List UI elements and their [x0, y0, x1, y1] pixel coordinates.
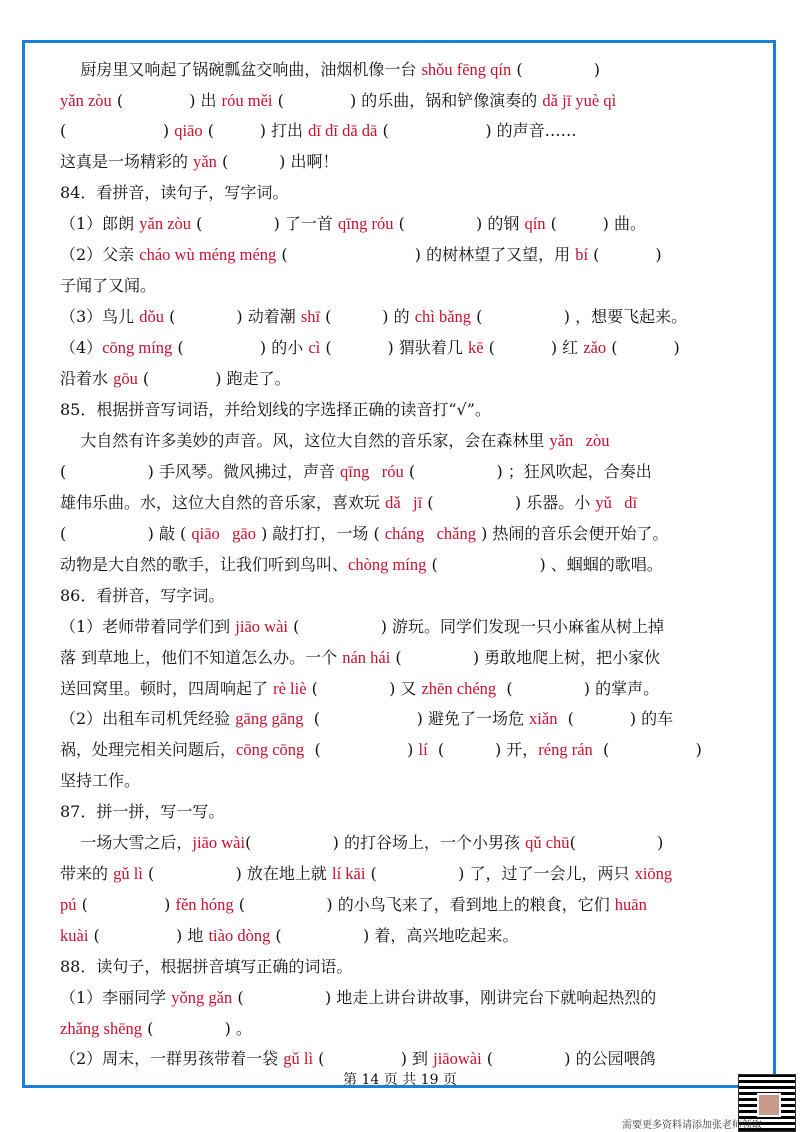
text-segment: ) 热闹的音乐会便开始了。 — [476, 524, 669, 543]
text-segment: ( ) 跑走了。 — [137, 369, 291, 388]
text-segment: ( ) 的打谷场上，一个小男孩 — [245, 833, 526, 852]
pinyin: qiāo — [174, 121, 203, 140]
text-segment: ( ) 的车 — [557, 709, 674, 728]
text-line — [60, 59, 750, 81]
text-segment: ( ) 的钢 — [393, 214, 525, 233]
text-segment: ( ) — [588, 245, 662, 264]
text-segment: ( ) 、蝈蝈的歌唱。 — [426, 555, 663, 574]
text-line — [60, 863, 750, 885]
text-segment: 85．根据拼音写词语，并给划线的字选择正确的读音打“√”。 — [60, 400, 491, 419]
pinyin: dǒu — [139, 307, 165, 326]
pinyin: qīng róu — [340, 462, 404, 481]
text-segment: 祸，处理完相关问题后， — [60, 740, 237, 759]
text-segment: ( ) — [304, 740, 419, 759]
text-line — [60, 770, 750, 792]
text-line — [60, 956, 750, 978]
text-segment: ( ) 敲 ( — [60, 524, 192, 543]
text-line — [60, 244, 750, 266]
pinyin: fěn hóng — [175, 895, 234, 914]
text-line — [60, 461, 750, 483]
text-line — [60, 801, 750, 823]
text-line — [60, 554, 750, 576]
text-segment: 厨房里又响起了锅碗瓢盆交响曲，油烟机像一台 — [60, 60, 422, 79]
text-segment: ( ) 开， — [427, 740, 539, 759]
pinyin: yǎn zòu — [139, 214, 192, 233]
text-line — [60, 925, 750, 947]
text-segment: ( ) 乐器。小 — [422, 493, 596, 512]
text-segment: ( ) 曲。 — [545, 214, 646, 233]
text-line — [60, 306, 750, 328]
text-line — [60, 708, 750, 730]
text-segment: 88．读句子，根据拼音填写正确的词语。 — [60, 957, 353, 976]
text-segment: ( ) 避免了一场危 — [303, 709, 530, 728]
pinyin: bí — [575, 245, 589, 264]
text-segment: （2）出租车司机凭经验 — [60, 709, 236, 728]
text-segment: ( ) 的声音…… — [377, 121, 577, 140]
text-segment: ( ) ；狂风吹起，合奏出 — [403, 462, 652, 481]
text-segment: 86．看拼音，写字词。 — [60, 586, 225, 605]
pinyin: shǒu fēng qín — [421, 60, 512, 79]
text-segment: ( ) 的乐曲，锅和铲像演奏的 — [272, 91, 543, 110]
text-segment: ( ) 动着潮 — [164, 307, 301, 326]
text-segment: ( ) — [592, 740, 702, 759]
pinyin: xiōng — [634, 864, 673, 883]
text-line — [60, 1048, 750, 1070]
text-segment: ( ) — [606, 338, 680, 357]
pinyin: réng rán — [538, 740, 593, 759]
text-line — [60, 894, 750, 916]
text-segment: ( ) 了，过了一会儿，两只 — [365, 864, 635, 883]
text-segment: 雄伟乐曲。水，这位大自然的音乐家，喜欢玩 — [60, 493, 386, 512]
text-segment: （2）父亲 — [60, 245, 140, 264]
text-line — [60, 492, 750, 514]
text-segment: （3）鸟儿 — [60, 307, 140, 326]
pinyin: jiāo wài — [235, 617, 288, 636]
text-line — [60, 213, 750, 235]
text-segment: ( ) — [76, 895, 176, 914]
pinyin: zhēn chéng — [421, 679, 497, 698]
text-segment: ( ) 地 — [88, 926, 209, 945]
text-segment: ( ) 的 — [320, 307, 415, 326]
qr-caption: 需要更多资料请添加张老师领取 — [622, 1120, 762, 1131]
pinyin: zhǎng shēng — [60, 1019, 143, 1038]
pinyin: qín — [524, 214, 546, 233]
text-segment: （1）李丽同学 — [60, 988, 172, 1007]
text-line — [60, 523, 750, 545]
pinyin: pú — [60, 895, 77, 914]
text-segment: ( ) — [569, 833, 664, 852]
pinyin: gǔ lì — [113, 864, 143, 883]
text-segment: ( ) 地走上讲台讲故事，刚讲完台下就响起热烈的 — [232, 988, 657, 1007]
text-segment: ( ) 的掌声。 — [496, 679, 660, 698]
text-segment: ( ) 的公园喂鸽 — [481, 1049, 656, 1068]
pinyin: chì bǎng — [414, 307, 472, 326]
pinyin: shī — [300, 307, 321, 326]
pinyin: lí kāi — [332, 864, 366, 883]
text-line — [60, 275, 750, 297]
pinyin: yǎn zòu — [60, 91, 112, 110]
text-segment: ( ) 的小鸟飞来了，看到地上的粮食，它们 — [233, 895, 615, 914]
pinyin: cōng míng — [102, 338, 173, 357]
text-line — [60, 430, 750, 452]
text-segment: 84．看拼音，读句子，写字词。 — [60, 183, 289, 202]
text-segment: 带来的 — [60, 864, 114, 883]
text-segment: ( ) 游玩。同学们发现一只小麻雀从树上掉 — [287, 617, 665, 636]
text-segment: ( ) — [511, 60, 601, 79]
pinyin: tiào dòng — [208, 926, 271, 945]
pinyin: dī dī dā dā — [308, 121, 378, 140]
text-segment: ( ) 打出 — [202, 121, 309, 140]
pinyin: cháo wù méng méng — [139, 245, 277, 264]
pinyin: cháng chǎng — [384, 524, 476, 543]
text-line — [60, 399, 750, 421]
text-segment: （1）老师带着同学们到 — [60, 617, 236, 636]
text-line — [60, 90, 750, 112]
pinyin: nán hái — [342, 648, 391, 667]
text-line — [60, 616, 750, 638]
text-line — [60, 647, 750, 669]
text-segment: （1）郎朗 — [60, 214, 140, 233]
text-line — [60, 182, 750, 204]
text-line — [60, 832, 750, 854]
pinyin: lí — [418, 740, 428, 759]
text-segment: （2）周末，一群男孩带着一袋 — [60, 1049, 284, 1068]
pinyin: rè liè — [273, 679, 307, 698]
text-segment: ( ) 又 — [306, 679, 422, 698]
text-segment: 大自然有许多美妙的声音。风，这位大自然的音乐家，会在森林里 — [60, 431, 550, 450]
text-segment: ( ) 的小 — [172, 338, 309, 357]
text-segment: 坚持工作。 — [60, 771, 141, 790]
text-segment: 子闻了又闻。 — [60, 276, 157, 295]
text-segment: ( ) 。 — [142, 1019, 252, 1038]
text-line — [60, 739, 750, 761]
pinyin: jiāo wài — [192, 833, 246, 852]
pinyin: yǎn zòu — [549, 431, 610, 450]
text-line — [60, 151, 750, 173]
pinyin: gōu — [113, 369, 138, 388]
text-segment: ( ) 的树林望了又望，用 — [276, 245, 576, 264]
text-segment: 87．拼一拼，写一写。 — [60, 802, 225, 821]
text-segment: 这真是一场精彩的 — [60, 152, 194, 171]
pinyin: qǔ chū — [525, 833, 570, 852]
text-segment: （4） — [60, 338, 103, 357]
text-line — [60, 368, 750, 390]
text-segment: 送回窝里。顿时，四周响起了 — [60, 679, 274, 698]
pinyin: gāng gāng — [235, 709, 304, 728]
pinyin: zǎo — [583, 338, 607, 357]
text-segment: ( ) 勇敢地爬上树，把小家伙 — [390, 648, 661, 667]
text-segment: ( ) 着，高兴地吃起来。 — [270, 926, 519, 945]
text-segment: ) 敲打打，一场 ( — [255, 524, 385, 543]
pinyin: kē — [467, 338, 484, 357]
text-segment: ( ) 出 — [111, 91, 222, 110]
text-line — [60, 678, 750, 700]
pinyin: chòng míng — [348, 555, 427, 574]
text-segment: ( ) 到 — [313, 1049, 434, 1068]
text-segment: 落 到草地上，他们不知道怎么办。一个 — [60, 648, 343, 667]
pinyin: huān — [614, 895, 647, 914]
text-segment: ( ) 出啊！ — [216, 152, 339, 171]
pinyin: qīng róu — [338, 214, 394, 233]
pinyin: yǔ dī — [595, 493, 638, 512]
text-segment: 沿着水 — [60, 369, 114, 388]
page-footer: 第 14 页 共 19 页 — [343, 1072, 457, 1088]
pinyin: yǒng gǎn — [171, 988, 233, 1007]
pinyin: jiāowài — [433, 1049, 482, 1068]
pinyin: cōng cōng — [236, 740, 305, 759]
text-line — [60, 1018, 750, 1040]
text-line — [60, 987, 750, 1009]
pinyin: kuài — [60, 926, 89, 945]
text-line — [60, 337, 750, 359]
text-segment: ( ) — [60, 121, 175, 140]
pinyin: qiāo gāo — [191, 524, 256, 543]
text-segment: ( ) 了一首 — [191, 214, 339, 233]
pinyin: cì — [308, 338, 321, 357]
text-line — [60, 585, 750, 607]
text-segment: ( ) 猬驮着几 — [320, 338, 468, 357]
pinyin: gǔ lì — [283, 1049, 314, 1068]
text-segment: ( ) 红 — [483, 338, 584, 357]
pinyin: yǎn — [193, 152, 217, 171]
pinyin: dǎ jī yuè qì — [542, 91, 617, 110]
text-segment: 动物是大自然的歌手，让我们听到鸟叫、 — [60, 555, 349, 574]
pinyin: dǎ jī — [385, 493, 423, 512]
text-segment: ( ) ，想要飞起来。 — [471, 307, 688, 326]
text-line — [60, 120, 750, 142]
pinyin: xiǎn — [529, 709, 558, 728]
pinyin: róu měi — [221, 91, 273, 110]
text-segment: ( ) 手风琴。微风拂过，声音 — [60, 462, 341, 481]
text-segment: 一场大雪之后， — [60, 833, 193, 852]
text-segment: ( ) 放在地上就 — [142, 864, 333, 883]
